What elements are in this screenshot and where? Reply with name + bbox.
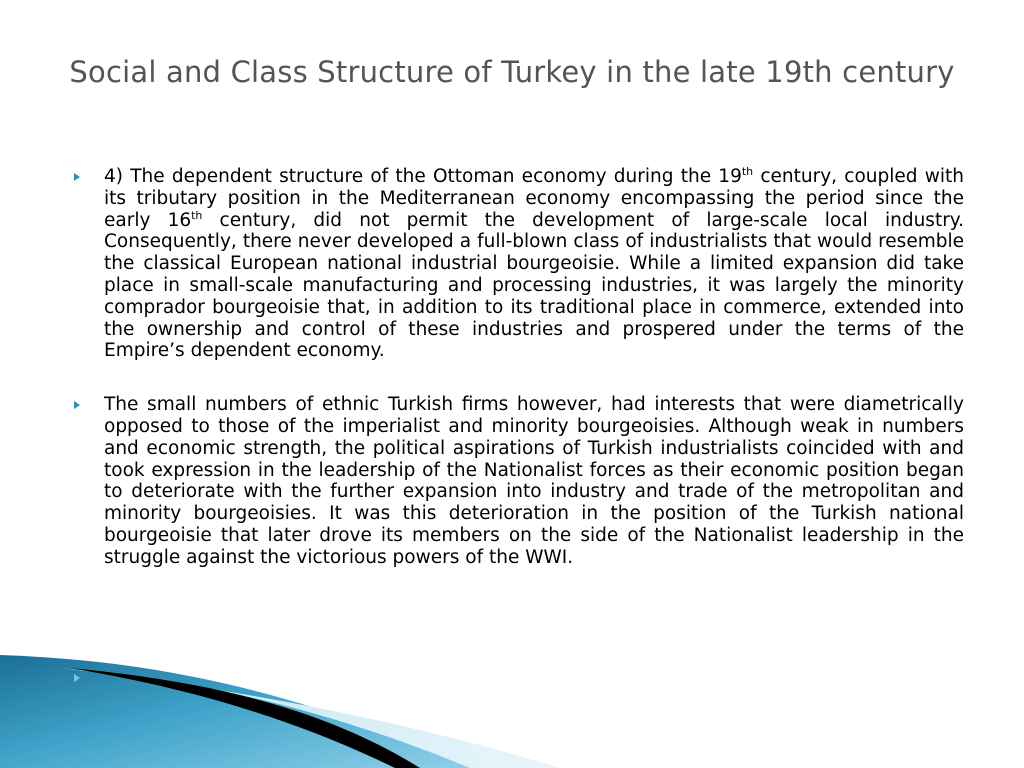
empty-bullet-arrow-icon xyxy=(74,674,80,682)
bullet-text: 4) The dependent structure of the Ottoman economy during the 19th century, coupled with its tributary position in the Mediterranean economy encompassing the period since the early 16th century, did not permit the development of large-scale local industry. Consequently, there never developed a full-blown class of industrialists that would resemble the classical European national industrial bourgeoisie. While a limited expansion did take place in small-scale manufacturing and processing industries, it was largely the minority comprador bourgeoisie that, in addition to its traditional place in commerce, extended into the ownership and control of these industries and prospered under the terms of the Empire’s dependent economy. xyxy=(104,165,964,362)
bullet-list xyxy=(74,166,964,569)
bullet-text: The small numbers of ethnic Turkish firms however, had interests that were diametrically opposed to those of the imperialist and minority bourgeoisies. Although weak in numbers and economic strength, the political aspirations of Turkish industrialists coincided with and took expression in the leadership of the Nationalist forces as their economic position began to deteriorate with the further expansion into industry and trade of the metropolitan and minority bourgeoisies. It was this deterioration in the position of the Turkish national bourgeoisie that later drove its members on the side of the Nationalist leadership in the struggle against the victorious powers of the WWI. xyxy=(104,394,964,568)
bullet-item xyxy=(74,394,964,568)
bullet-item xyxy=(74,166,964,362)
wave-black-stripe xyxy=(70,668,420,768)
bullet-arrow-icon xyxy=(74,173,80,181)
bullet-arrow-icon xyxy=(74,401,80,409)
wave-light-shape xyxy=(60,668,560,768)
wave-blue-shape xyxy=(0,655,470,768)
slide-title: Social and Class Structure of Turkey in the late 19th century xyxy=(69,55,955,89)
